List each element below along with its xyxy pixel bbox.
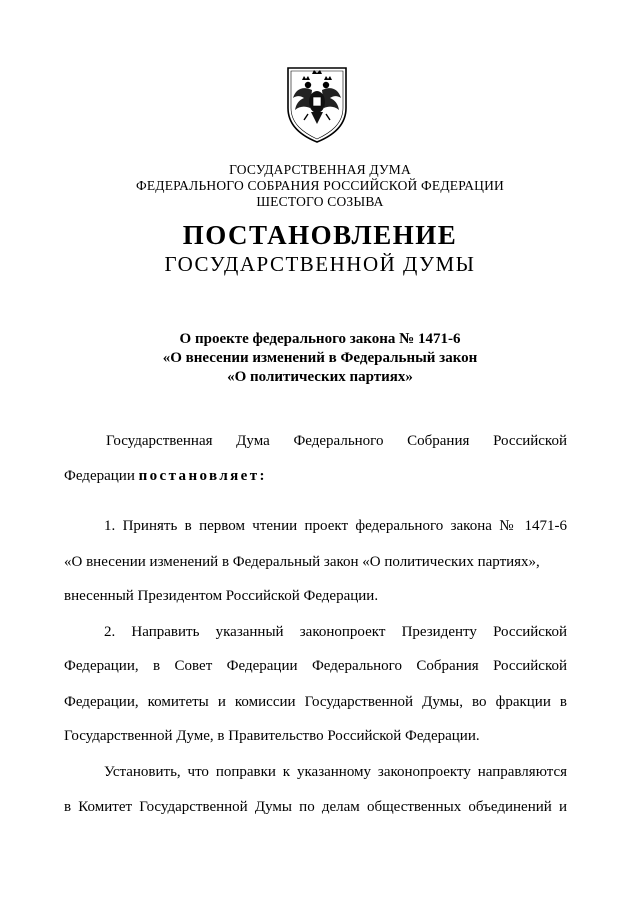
document-title: ПОСТАНОВЛЕНИЕ xyxy=(182,220,458,250)
russian-coat-of-arms-icon xyxy=(282,64,352,144)
header-line-1: ГОСУДАРСТВЕННАЯ ДУМА xyxy=(229,162,411,177)
resolves-word: постановляет: xyxy=(138,468,267,484)
bill-title-line-1: О проекте федерального закона № 1471-6 xyxy=(179,331,461,347)
p2-line-1: 2. Направить указанный законопроект Президенту Российской xyxy=(104,624,567,640)
p1-line-2: «О внесении изменений в Федеральный закон «О политических партиях», xyxy=(64,554,540,570)
p2-line-2: Федерации, в Совет Федерации Федерального Собрания Российской xyxy=(64,658,567,674)
p1-line-1: 1. Принять в первом чтении проект федерального закона № 1471-6 xyxy=(104,518,567,534)
bill-title-line-3: «О политических партиях» xyxy=(227,369,413,385)
bill-title-line-2: «О внесении изменений в Федеральный закон xyxy=(162,350,478,366)
intro-line-2 xyxy=(64,468,567,485)
p3-line-1: Установить, что поправки к указанному законопроекту направляются xyxy=(104,764,567,780)
p3-line-2: в Комитет Государственной Думы по делам общественных объединений и xyxy=(64,799,567,815)
p1-line-3: внесенный Президентом Российской Федерации. xyxy=(64,588,379,604)
header-line-2: ФЕДЕРАЛЬНОГО СОБРАНИЯ РОССИЙСКОЙ ФЕДЕРАЦИИ xyxy=(136,178,504,193)
p2-line-3: Федерации, комитеты и комиссии Государственной Думы, во фракции в xyxy=(64,694,567,710)
p2-line-4: Государственной Думе, в Правительство Российской Федерации. xyxy=(64,728,480,744)
document-subtitle: ГОСУДАРСТВЕННОЙ ДУМЫ xyxy=(164,252,476,276)
intro-line-1: Государственная Дума Федерального Собрания Российской xyxy=(106,433,567,449)
intro-text: Федерации xyxy=(64,468,139,484)
header-line-3: ШЕСТОГО СОЗЫВА xyxy=(256,194,384,209)
